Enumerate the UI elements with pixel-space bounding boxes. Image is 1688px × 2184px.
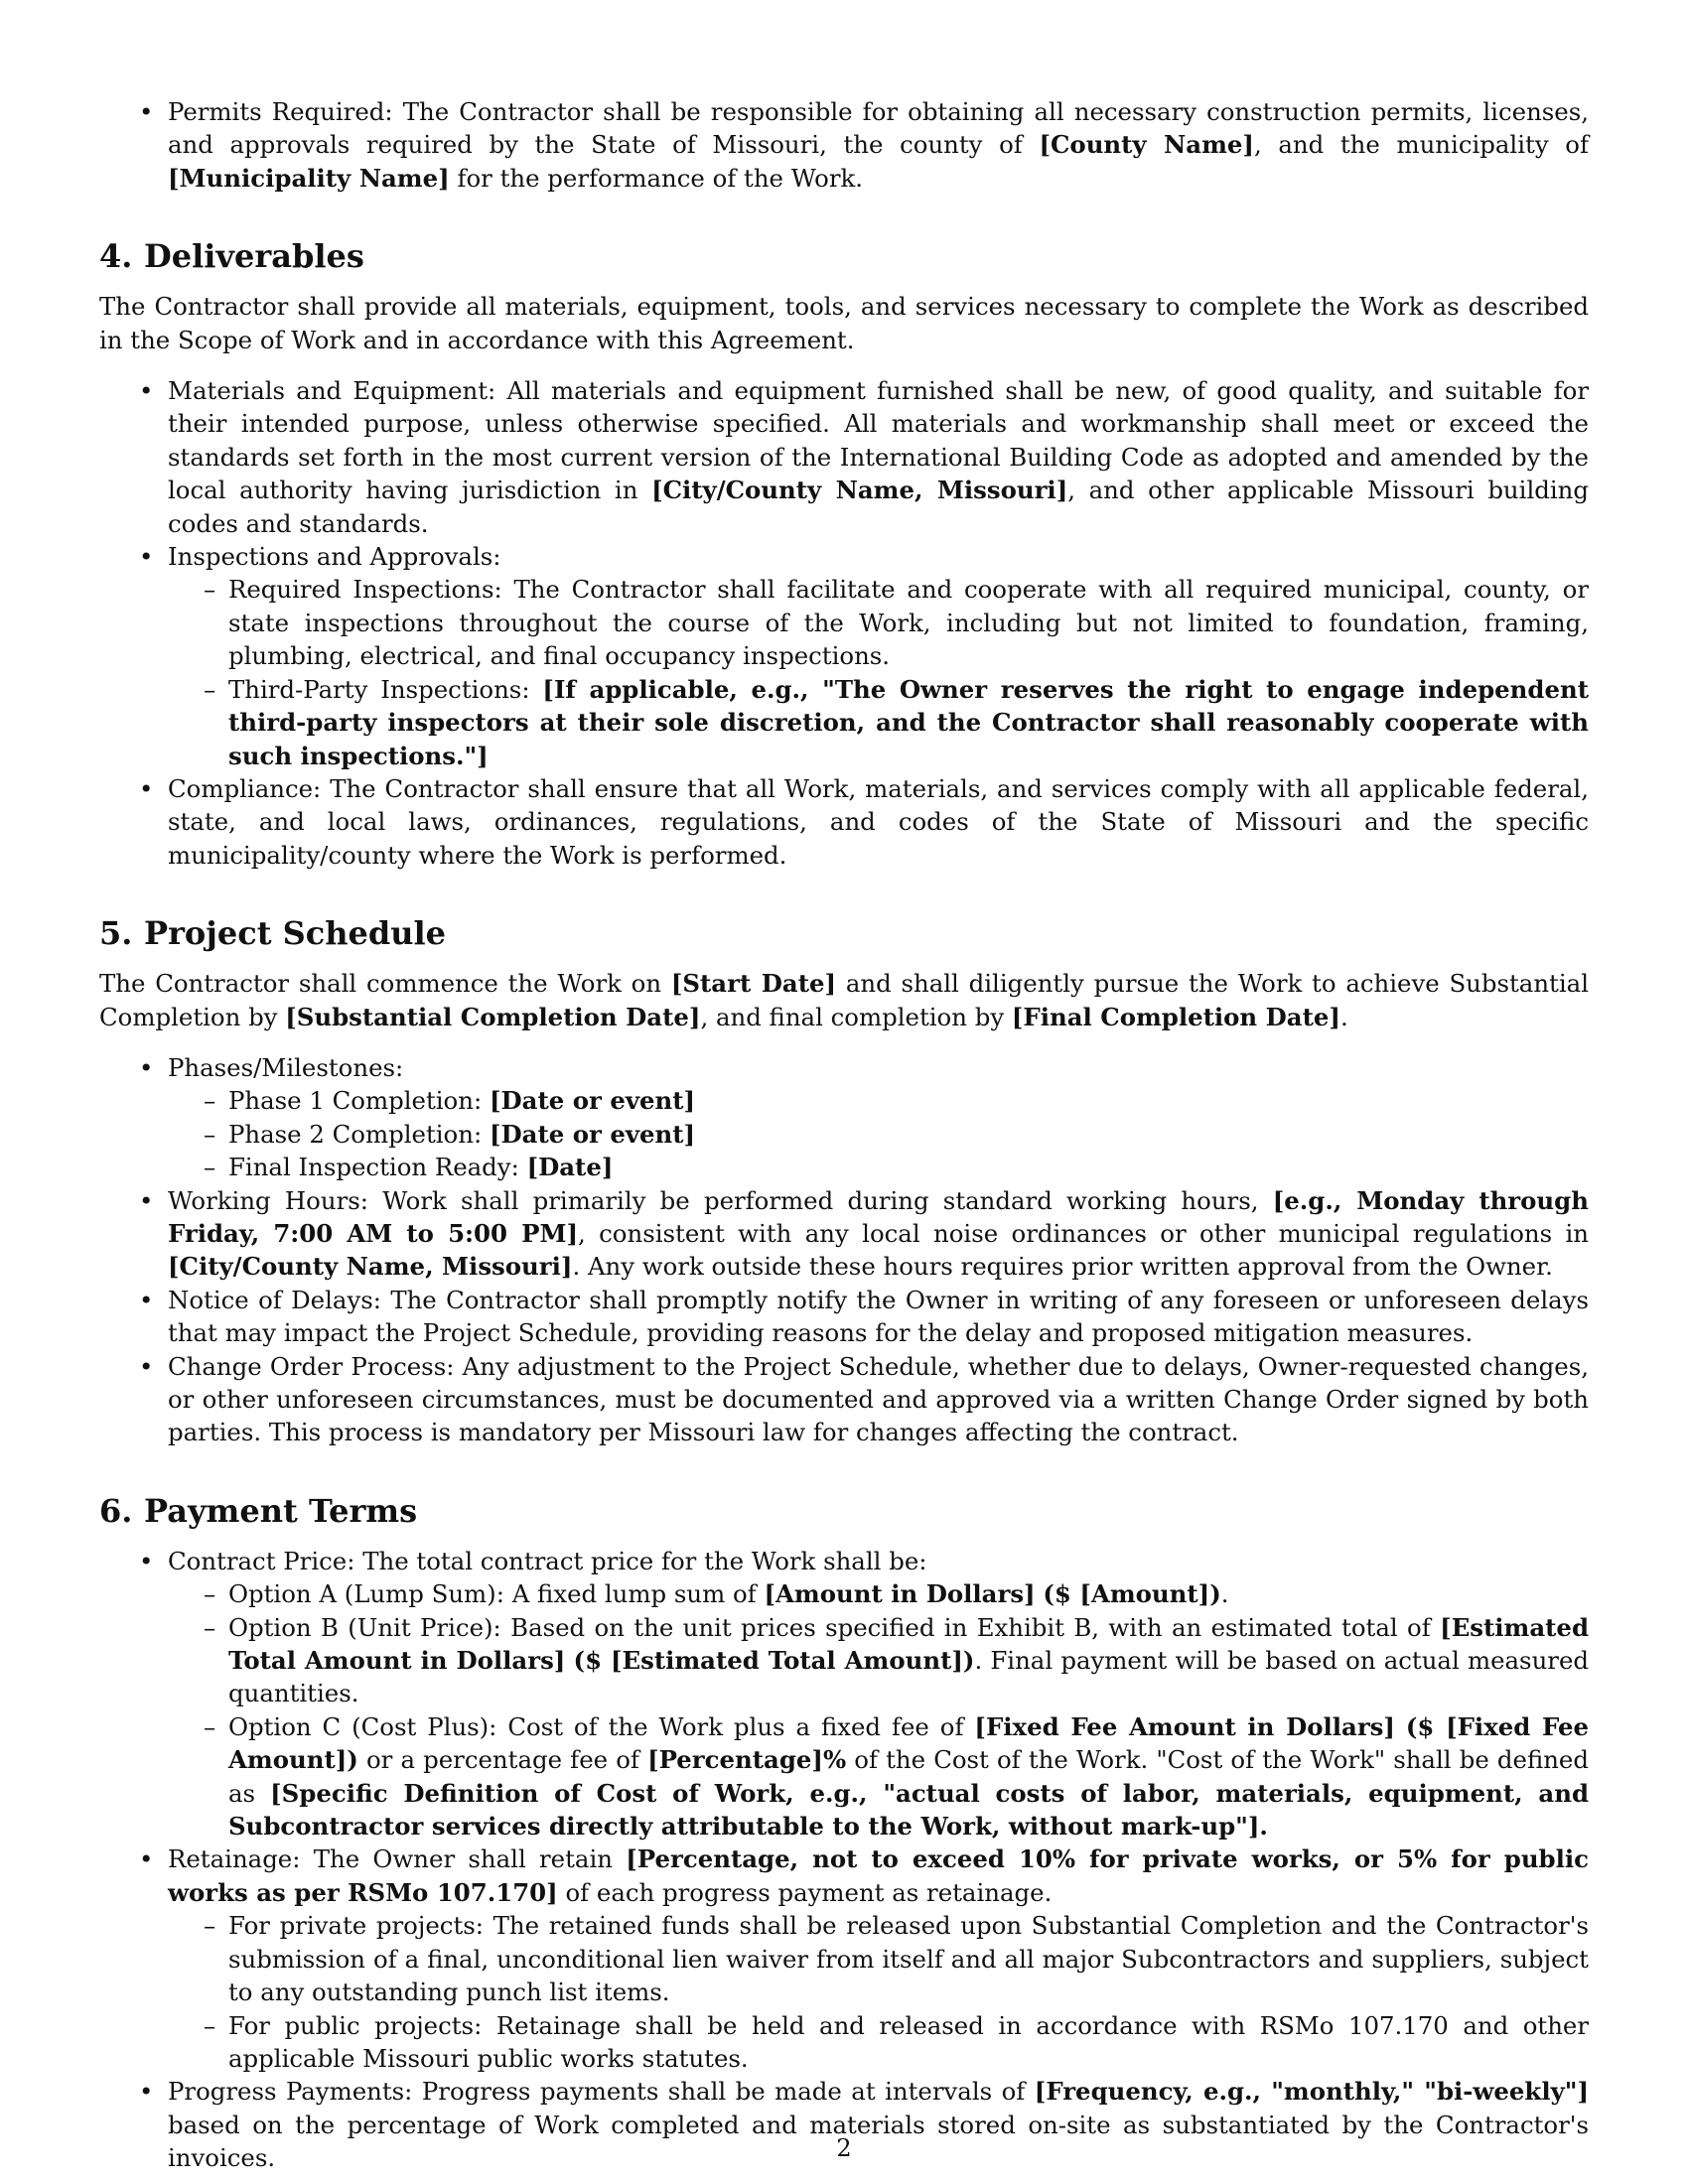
compliance-item: • Compliance: The Contractor shall ensure that all Work, materials, and services comply with all applicable federal, state, and local laws, ordinances, regulations, and codes of the State of Missouri and the specific municipality/county where the Work is performed. [99,772,1589,872]
section-4-intro: The Contractor shall provide all materials, equipment, tools, and services necessary to complete the Work as described in the Scope of Work and in accordance with this Agreement. [99,292,1589,354]
section-6-heading: 6. Payment Terms [99,1491,418,1530]
price-options-sublist [168,1577,1589,1843]
document-page [99,95,1589,2175]
inspections-item: • Inspections and Approvals: – Required Inspections: The Contractor shall facilitate and cooperate with all required municipal, county, or state inspections throughout the course of the Work, including but not limited to foundation, framing, plumbing, electrical, and final occupancy inspections. – Third-Party Inspections: [If applicable, e.g., "The Owner reserves the right to engage independent third-party inspectors at their sole discretion, and the Contractor shall reasonably cooperate with such inspections."] [99,540,1589,772]
required-inspections-item: – Required Inspections: The Contractor shall facilitate and cooperate with all required municipal, county, or state inspections throughout the course of the Work, including but not limited to foundation, framing, plumbing, electrical, and final occupancy inspections. [168,573,1589,672]
city-county-placeholder: [City/County Name, Missouri] [168,1252,573,1282]
third-party-inspections-item: – Third-Party Inspections: [If applicable, e.g., "The Owner reserves the right to engage independent third-party inspectors at their sole discretion, and the Contractor shall reasonably cooperate with such inspections."] [168,673,1589,772]
private-projects-item: – For private projects: The retained funds shall be released upon Substantial Completion and the Contractor's submission of a final, unconditional lien waiver from itself and all major Subcontractors and suppliers, subject to any outstanding punch list items. [168,1909,1589,2008]
retainage-sublist [168,1909,1589,2075]
section-4-heading: 4. Deliverables [99,237,364,276]
phases-item: • Phases/Milestones: – Phase 1 Completion: [Date or event] – Phase 2 Completion: [Date or event] – Final Inspection Ready: [Date] [99,1051,1589,1184]
final-date-placeholder: [Final Completion Date] [1011,1002,1340,1031]
inspections-sublist [168,573,1589,771]
start-date-placeholder: [Start Date] [670,969,837,999]
retainage-placeholder: [Percentage, not to exceed 10% for private works, or 5% for public works as per RSMo 107.170] [168,1844,1589,1907]
retainage-item: • Retainage: The Owner shall retain [Percentage, not to exceed 10% for private works, or 5% for public works as per RSMo 107.170] of each progress payment as retainage. – For private projects: The retained funds shall be released upon Substantial Completion and the Contractor's submission of a final, unconditional lien waiver from itself and all major Subcontractors and suppliers, subject to any outstanding punch list items. – For public projects: Retainage shall be held and released in accordance with RSMo 107.170 and other applicable Missouri public works statutes. [99,1843,1589,2075]
working-hours-item: • Working Hours: Work shall primarily be performed during standard working hours, [e.g., Monday through Friday, 7:00 AM to 5:00 PM], consistent with any local noise ordinances or other municipal regulations in [City/County Name, Missouri]. Any work outside these hours requires prior written approval from the Owner. [99,1184,1589,1284]
materials-equipment-item: • Materials and Equipment: All materials and equipment furnished shall be new, of good quality, and suitable for their intended purpose, unless otherwise specified. All materials and workmanship shall meet or exceed the standards set forth in the most current version of the International Building Code as adopted and amended by the local authority having jurisdiction in [City/County Name, Missouri], and other applicable Missouri building codes and standards. [99,374,1589,540]
municipality-placeholder: [Municipality Name] [168,163,450,193]
option-c-item: – Option C (Cost Plus): Cost of the Work plus a fixed fee of [Fixed Fee Amount in Dollars] ($ [Fixed Fee Amount]) or a percentage fee of [Percentage]% of the Cost of the Work. "Cost of the Work" shall be defined as [Specific Definition of Cost of Work, e.g., "actual costs of labor, materials, equipment, and Subcontractor services directly attributable to the Work, without mark-up"]. [168,1710,1589,1843]
final-inspection-item: – Final Inspection Ready: [Date] [168,1151,1589,1183]
schedule-list [99,1051,1589,1449]
section-5-heading: 5. Project Schedule [99,914,446,953]
substantial-date-placeholder: [Substantial Completion Date] [285,1002,701,1031]
option-b-item: – Option B (Unit Price): Based on the unit prices specified in Exhibit B, with an estimated total of [Estimated Total Amount in Dollars] ($ [Estimated Total Amount]). Final payment will be based on actual measured quantities. [168,1611,1589,1710]
payment-list [99,1545,1589,2175]
change-order-item: • Change Order Process: Any adjustment to the Project Schedule, whether due to delays, Owner-requested changes, or other unforeseen circumstances, must be documented and approved via a written Change Order signed by both parties. This process is mandatory per Missouri law for changes affecting the contract. [99,1350,1589,1449]
county-placeholder: [County Name] [1039,130,1254,160]
section-5-intro: The Contractor shall commence the Work on [Start Date] and shall diligently pursue the Work to achieve Substantial Completion by [Substantial Completion Date], and final completion by [Final Completion Date]. [99,969,1590,1031]
phase-1-item: – Phase 1 Completion: [Date or event] [168,1084,1589,1117]
third-party-placeholder: [If applicable, e.g., "The Owner reserves the right to engage independent third-party inspectors at their sole discretion, and the Contractor shall reasonably cooperate with such inspections."] [228,674,1589,770]
hours-placeholder: [e.g., Monday through Friday, 7:00 AM to 5:00 PM] [168,1185,1589,1248]
public-projects-item: – For public projects: Retainage shall be held and released in accordance with RSMo 107.170 and other applicable Missouri public works statutes. [168,2009,1589,2076]
option-a-item: – Option A (Lump Sum): A fixed lump sum of [Amount in Dollars] ($ [Amount]). [168,1577,1589,1610]
permits-list [99,95,1589,195]
phases-sublist [168,1084,1589,1183]
city-county-placeholder: [City/County Name, Missouri] [651,476,1068,505]
progress-payments-item: • Progress Payments: Progress payments shall be made at intervals of [Frequency, e.g., "monthly," "bi-weekly"] based on the percentage of Work completed and materials stored on-site as substantiated by the Contractor's invoices. [99,2075,1589,2174]
page-number: 2 [836,2134,852,2162]
deliverables-list [99,374,1589,872]
permits-required-item: • Permits Required: The Contractor shall be responsible for obtaining all necessary construction permits, licenses, and approvals required by the State of Missouri, the county of [County Name], and the municipality of [Municipality Name] for the performance of the Work. [99,95,1589,195]
contract-price-item: • Contract Price: The total contract price for the Work shall be: – Option A (Lump Sum): A fixed lump sum of [Amount in Dollars] ($ [Amount]). – Option B (Unit Price): Based on the unit prices specified in Exhibit B, with an estimated total of [Estimated Total Amount in Dollars] ($ [Estimated Total Amount]). Final payment will be based on actual measured quantities. – Option C (Cost Plus): Cost of the Work plus a fixed fee of [Fixed Fee Amount in Dollars] ($ [Fixed Fee Amount]) or a percentage fee of [Percentage]% of the Cost of the Work. "Cost of the Work" shall be defined as [Specific Definition of Cost of Work, e.g., "actual costs of labor, materials, equipment, and Subcontractor services directly attributable to the Work, without mark-up"]. [99,1545,1589,1843]
frequency-placeholder: [Frequency, e.g., "monthly," "bi-weekly"] [1034,2077,1590,2107]
phase-2-item: – Phase 2 Completion: [Date or event] [168,1118,1589,1151]
notice-of-delays-item: • Notice of Delays: The Contractor shall promptly notify the Owner in writing of any foreseen or unforeseen delays that may impact the Project Schedule, providing reasons for the delay and proposed mitigation measures. [99,1284,1589,1350]
